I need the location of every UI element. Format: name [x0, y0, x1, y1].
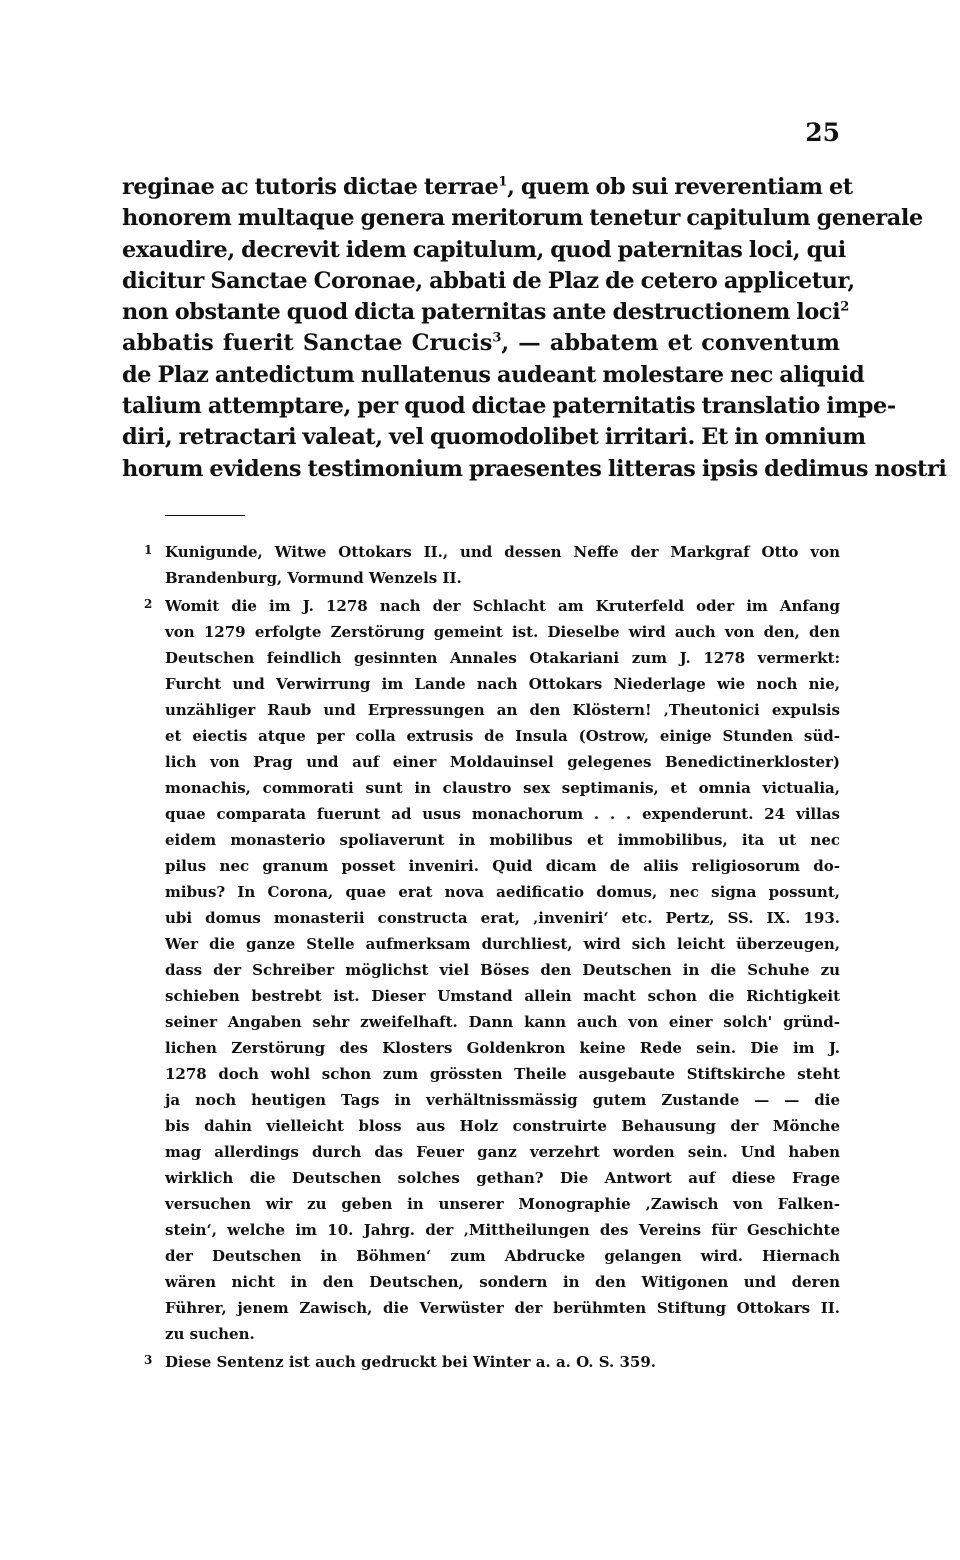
footnote-line: Wer die ganze Stelle aufmerksam durchliest, wird sich leicht überzeugen,: [165, 935, 840, 953]
footnote-line: wirklich die Deutschen solches gethan? Die Antwort auf diese Frage: [165, 1169, 840, 1187]
footnote-line: seiner Angaben sehr zweifelhaft. Dann kann auch von einer solch' gründ-: [165, 1013, 840, 1031]
footnote-line: pilus nec granum posset inveniri. Quid dicam de aliis religiosorum do-: [165, 857, 840, 875]
footnote-line: mag allerdings durch das Feuer ganz verzehrt worden sein. Und haben: [165, 1143, 840, 1161]
footnote-line: eidem monasterio spoliaverunt in mobilibus et immobilibus, ita ut nec: [165, 831, 840, 849]
footnote-mark: 1: [144, 543, 153, 557]
footnote-divider: [165, 515, 245, 516]
footnote-line: Furcht und Verwirrung im Lande nach Ottokars Niederlage wie noch nie,: [165, 675, 840, 693]
footnote-line: mibus? In Corona, quae erat nova aedificatio domus, nec signa possunt,: [165, 883, 840, 901]
footnote-line: von 1279 erfolgte Zerstörung gemeint ist. Dieselbe wird auch von den, den: [165, 623, 840, 641]
footnote-2: [144, 591, 840, 1347]
text-line: dicitur Sanctae Coronae, abbati de Plaz de cetero applicetur,: [122, 267, 855, 294]
main-text: [122, 172, 947, 485]
footnote-line: ja noch heutigen Tags in verhältnissmässig gutem Zustande — — die: [165, 1091, 840, 1109]
footnote-line: unzähliger Raub und Erpressungen an den Klöstern! ‚Theutonici expulsis: [165, 701, 840, 719]
footnote-line: dass der Schreiber möglichst viel Böses den Deutschen in die Schuhe zu: [165, 961, 840, 979]
footnote-line: Deutschen feindlich gesinnten Annales Otakariani zum J. 1278 vermerkt:: [165, 649, 840, 667]
text-line: de Plaz antedictum nullatenus audeant molestare nec aliquid: [122, 361, 865, 388]
footnote-line: ubi domus monasterii constructa erat, ‚inveniri‘ etc. Pertz, SS. IX. 193.: [165, 909, 840, 927]
footnote-line: versuchen wir zu geben in unserer Monographie ‚Zawisch von Falken-: [165, 1195, 840, 1213]
footnote-1: [144, 537, 840, 591]
footnote-line: 1278 doch wohl schon zum grössten Theile ausgebaute Stiftskirche steht: [165, 1065, 840, 1083]
footnote-line: lichen Zerstörung des Klosters Goldenkron keine Rede sein. Die im J.: [165, 1039, 840, 1057]
text-line: horum evidens testimonium praesentes litteras ipsis dedimus nostri: [122, 455, 947, 482]
footnote-3: [144, 1347, 840, 1375]
footnote-line: quae comparata fuerunt ad usus monachorum . . . expenderunt. 24 villas: [165, 805, 840, 823]
footnote-line: wären nicht in den Deutschen, sondern in den Witigonen und deren: [165, 1273, 840, 1291]
footnote-ref: 2: [840, 299, 849, 315]
footnote-line: et eiectis atque per colla extrusis de Insula (Ostrow, einige Stunden süd-: [165, 727, 840, 745]
footnote-line: schieben bestrebt ist. Dieser Umstand allein macht schon die Richtigkeit: [165, 987, 840, 1005]
text-line: exaudire, decrevit idem capitulum, quod paternitas loci, qui: [122, 236, 846, 263]
footnote-line: der Deutschen in Böhmen‘ zum Abdrucke gelangen wird. Hiernach: [165, 1247, 840, 1265]
footnote-line: bis dahin vielleicht bloss aus Holz construirte Behausung der Mönche: [165, 1117, 840, 1135]
footnote-line: stein‘, welche im 10. Jahrg. der ‚Mittheilungen des Vereins für Geschichte: [165, 1221, 840, 1239]
footnote-line: zu suchen.: [165, 1325, 255, 1343]
footnote-line: Brandenburg, Vormund Wenzels II.: [165, 569, 462, 587]
text-line: abbatis fuerit Sanctae Crucis$^3$, — abbatem et conventum: [122, 330, 840, 357]
footnote-line: monachis, commorati sunt in claustro sex septimanis, et omnia victualia,: [165, 779, 840, 797]
text-line: reginae ac tutoris dictae terrae$^1$, quem ob sui reverentiam et: [122, 174, 853, 200]
footnote-ref: 3: [492, 331, 502, 347]
footnote-line: lich von Prag und auf einer Moldauinsel gelegenes Benedictinerkloster): [165, 753, 840, 771]
text-line: diri, retractari valeat, vel quomodolibet irritari. Et in omnium: [122, 424, 866, 451]
footnote-line: 3 Diese Sentenz ist auch gedruckt bei Winter a. a. O. S. 359.: [144, 1347, 840, 1375]
footnote-ref: 1: [498, 174, 508, 190]
page-number: 25: [805, 118, 840, 147]
text-line: talium attemptare, per quod dictae paternitatis translatio impe-: [122, 393, 896, 420]
footnote-line: Führer, jenem Zawisch, die Verwüster der berühmten Stiftung Ottokars II.: [165, 1299, 840, 1317]
text-line: honorem multaque genera meritorum tenetur capitulum generale: [122, 205, 923, 232]
text-line: non obstante quod dicta paternitas ante destructionem loci$^2$: [122, 299, 849, 326]
footnotes: [144, 537, 840, 1375]
footnote-mark: 3: [144, 1353, 153, 1367]
footnote-line: 2 Womit die im J. 1278 nach der Schlacht am Kruterfeld oder im Anfang: [144, 591, 840, 619]
footnote-mark: 2: [144, 597, 153, 611]
footnote-line: 1 Kunigunde, Witwe Ottokars II., und dessen Neffe der Markgraf Otto von: [144, 537, 840, 565]
